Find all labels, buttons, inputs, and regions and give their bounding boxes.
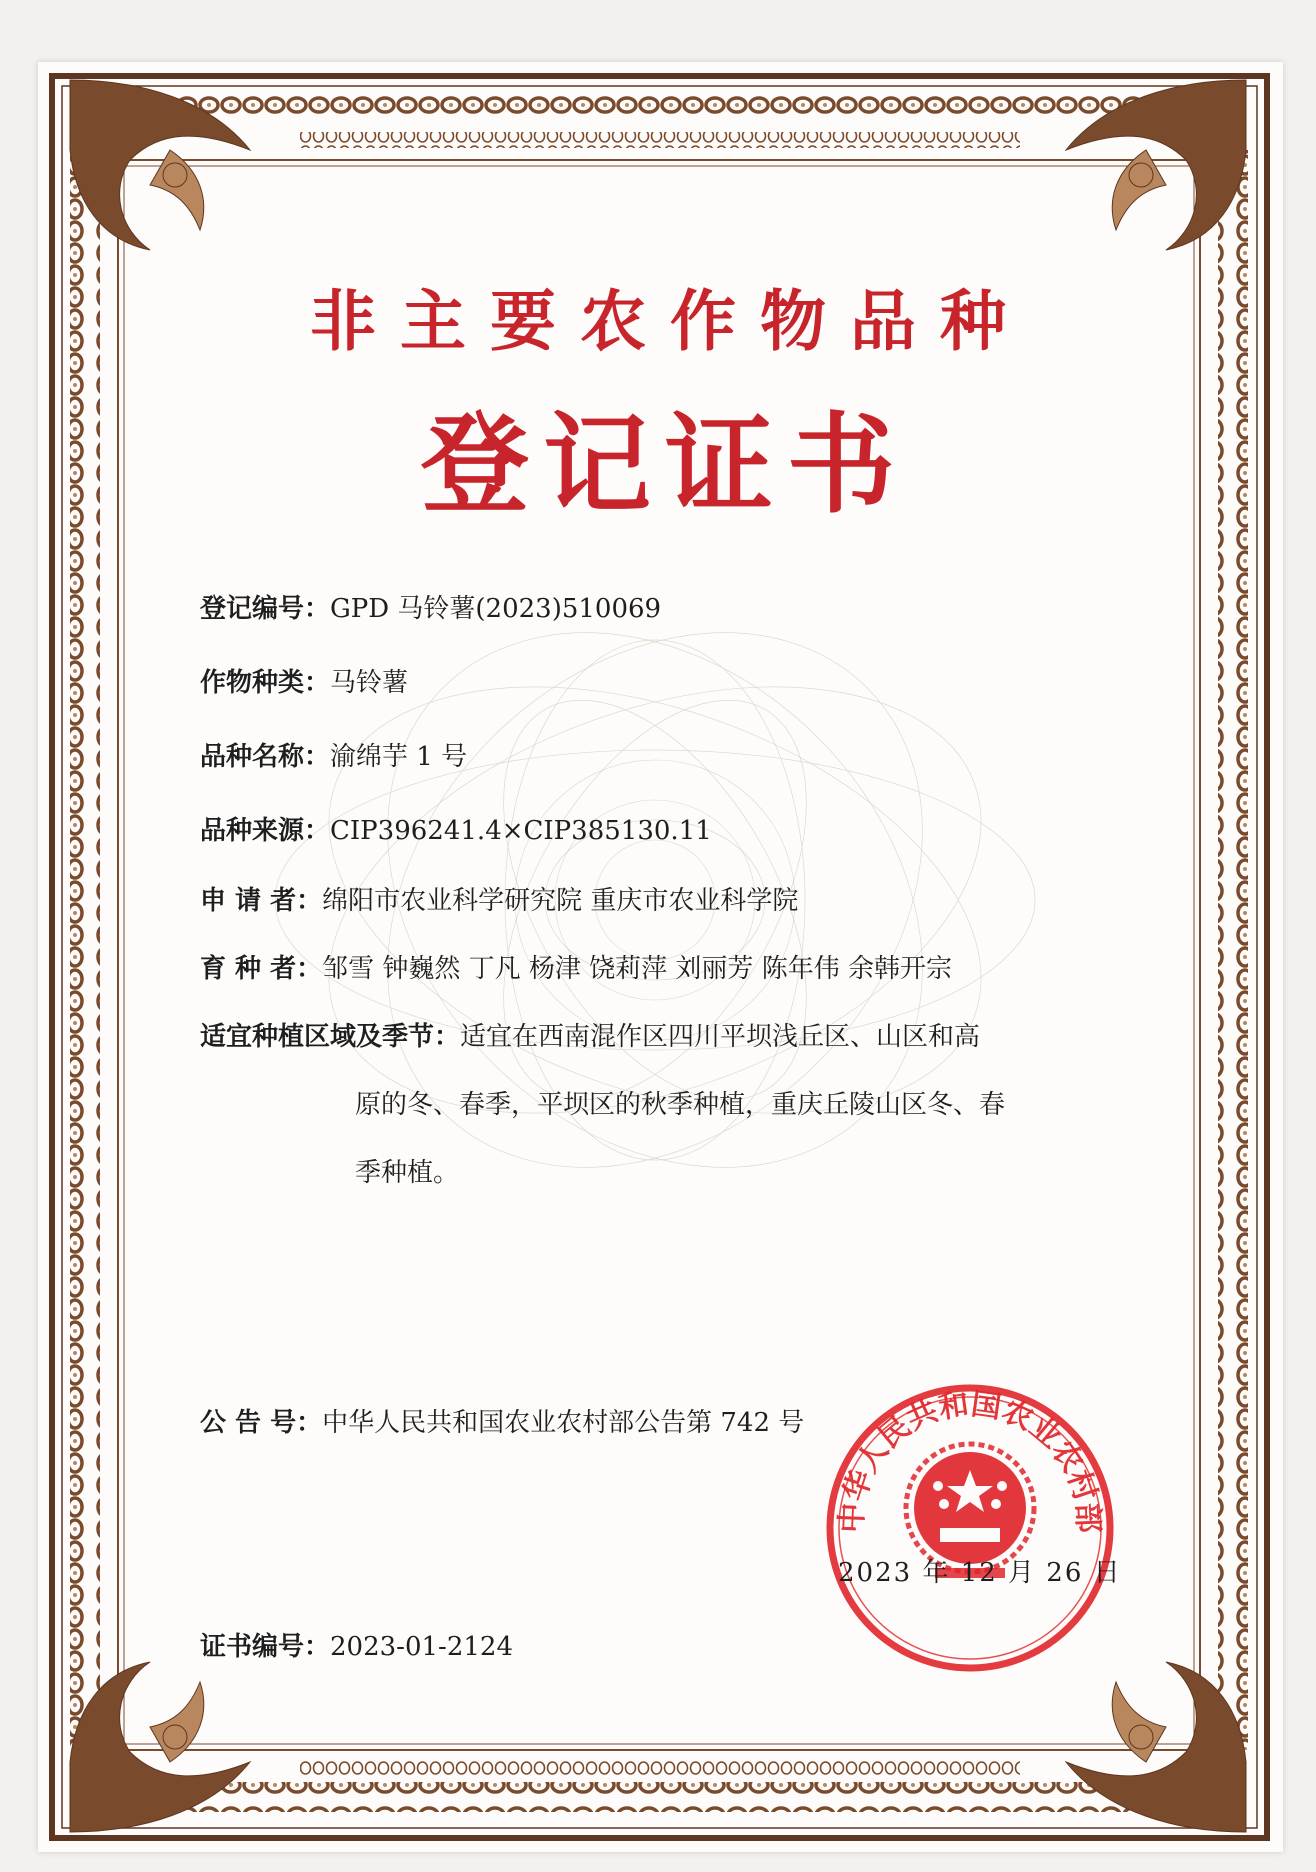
field-crop bbox=[200, 662, 408, 699]
reg-no-label: 登记编号： bbox=[200, 594, 331, 624]
field-source bbox=[200, 810, 712, 847]
certificate-title-line2: 登记证书 bbox=[420, 402, 909, 528]
source-label: 品种来源： bbox=[200, 816, 331, 846]
breeder-value: 邹雪 钟巍然 丁凡 杨津 饶莉萍 刘丽芳 陈年伟 余韩开宗 bbox=[322, 954, 952, 984]
reg-no-value: GPD 马铃薯(2023)510069 bbox=[330, 594, 662, 624]
breeder-label: 育 种 者： bbox=[200, 954, 323, 984]
variety-value: 渝绵芋 1 号 bbox=[330, 742, 468, 772]
suitable-value-line2: 原的冬、春季，平坝区的秋季种植，重庆丘陵山区冬、春 bbox=[355, 1090, 1006, 1120]
suitable-value-line3: 季种植。 bbox=[355, 1158, 460, 1188]
certificate-title-line1: 非主要农作物品种 bbox=[310, 283, 1030, 360]
suitable-value-line1: 适宜在西南混作区四川平坝浅丘区、山区和高 bbox=[460, 1022, 981, 1052]
issue-date: 2023 年 12 月 26 日 bbox=[838, 1558, 1122, 1588]
field-announcement bbox=[200, 1402, 804, 1439]
field-variety bbox=[200, 736, 467, 773]
field-reg-no bbox=[200, 588, 661, 625]
field-suitable bbox=[200, 1016, 980, 1053]
crop-label: 作物种类： bbox=[200, 668, 331, 698]
cert-no-value: 2023-01-2124 bbox=[330, 1632, 514, 1662]
suitable-label: 适宜种植区域及季节： bbox=[200, 1022, 461, 1052]
field-breeder bbox=[200, 948, 952, 985]
variety-label: 品种名称： bbox=[200, 742, 331, 772]
crop-value: 马铃薯 bbox=[330, 668, 409, 698]
source-value: CIP396241.4×CIP385130.11 bbox=[330, 816, 712, 846]
field-cert-no bbox=[200, 1626, 513, 1663]
applicant-label: 申 请 者： bbox=[200, 886, 323, 916]
announcement-label: 公 告 号： bbox=[200, 1408, 323, 1438]
seal-text: 中华人民共和国农业农村部 bbox=[834, 1386, 1106, 1534]
official-seal bbox=[820, 1378, 1120, 1678]
announcement-value: 中华人民共和国农业农村部公告第 742 号 bbox=[322, 1408, 805, 1438]
field-applicant bbox=[200, 880, 798, 917]
applicant-value: 绵阳市农业科学研究院 重庆市农业科学院 bbox=[322, 886, 799, 916]
cert-no-label: 证书编号： bbox=[200, 1632, 331, 1662]
